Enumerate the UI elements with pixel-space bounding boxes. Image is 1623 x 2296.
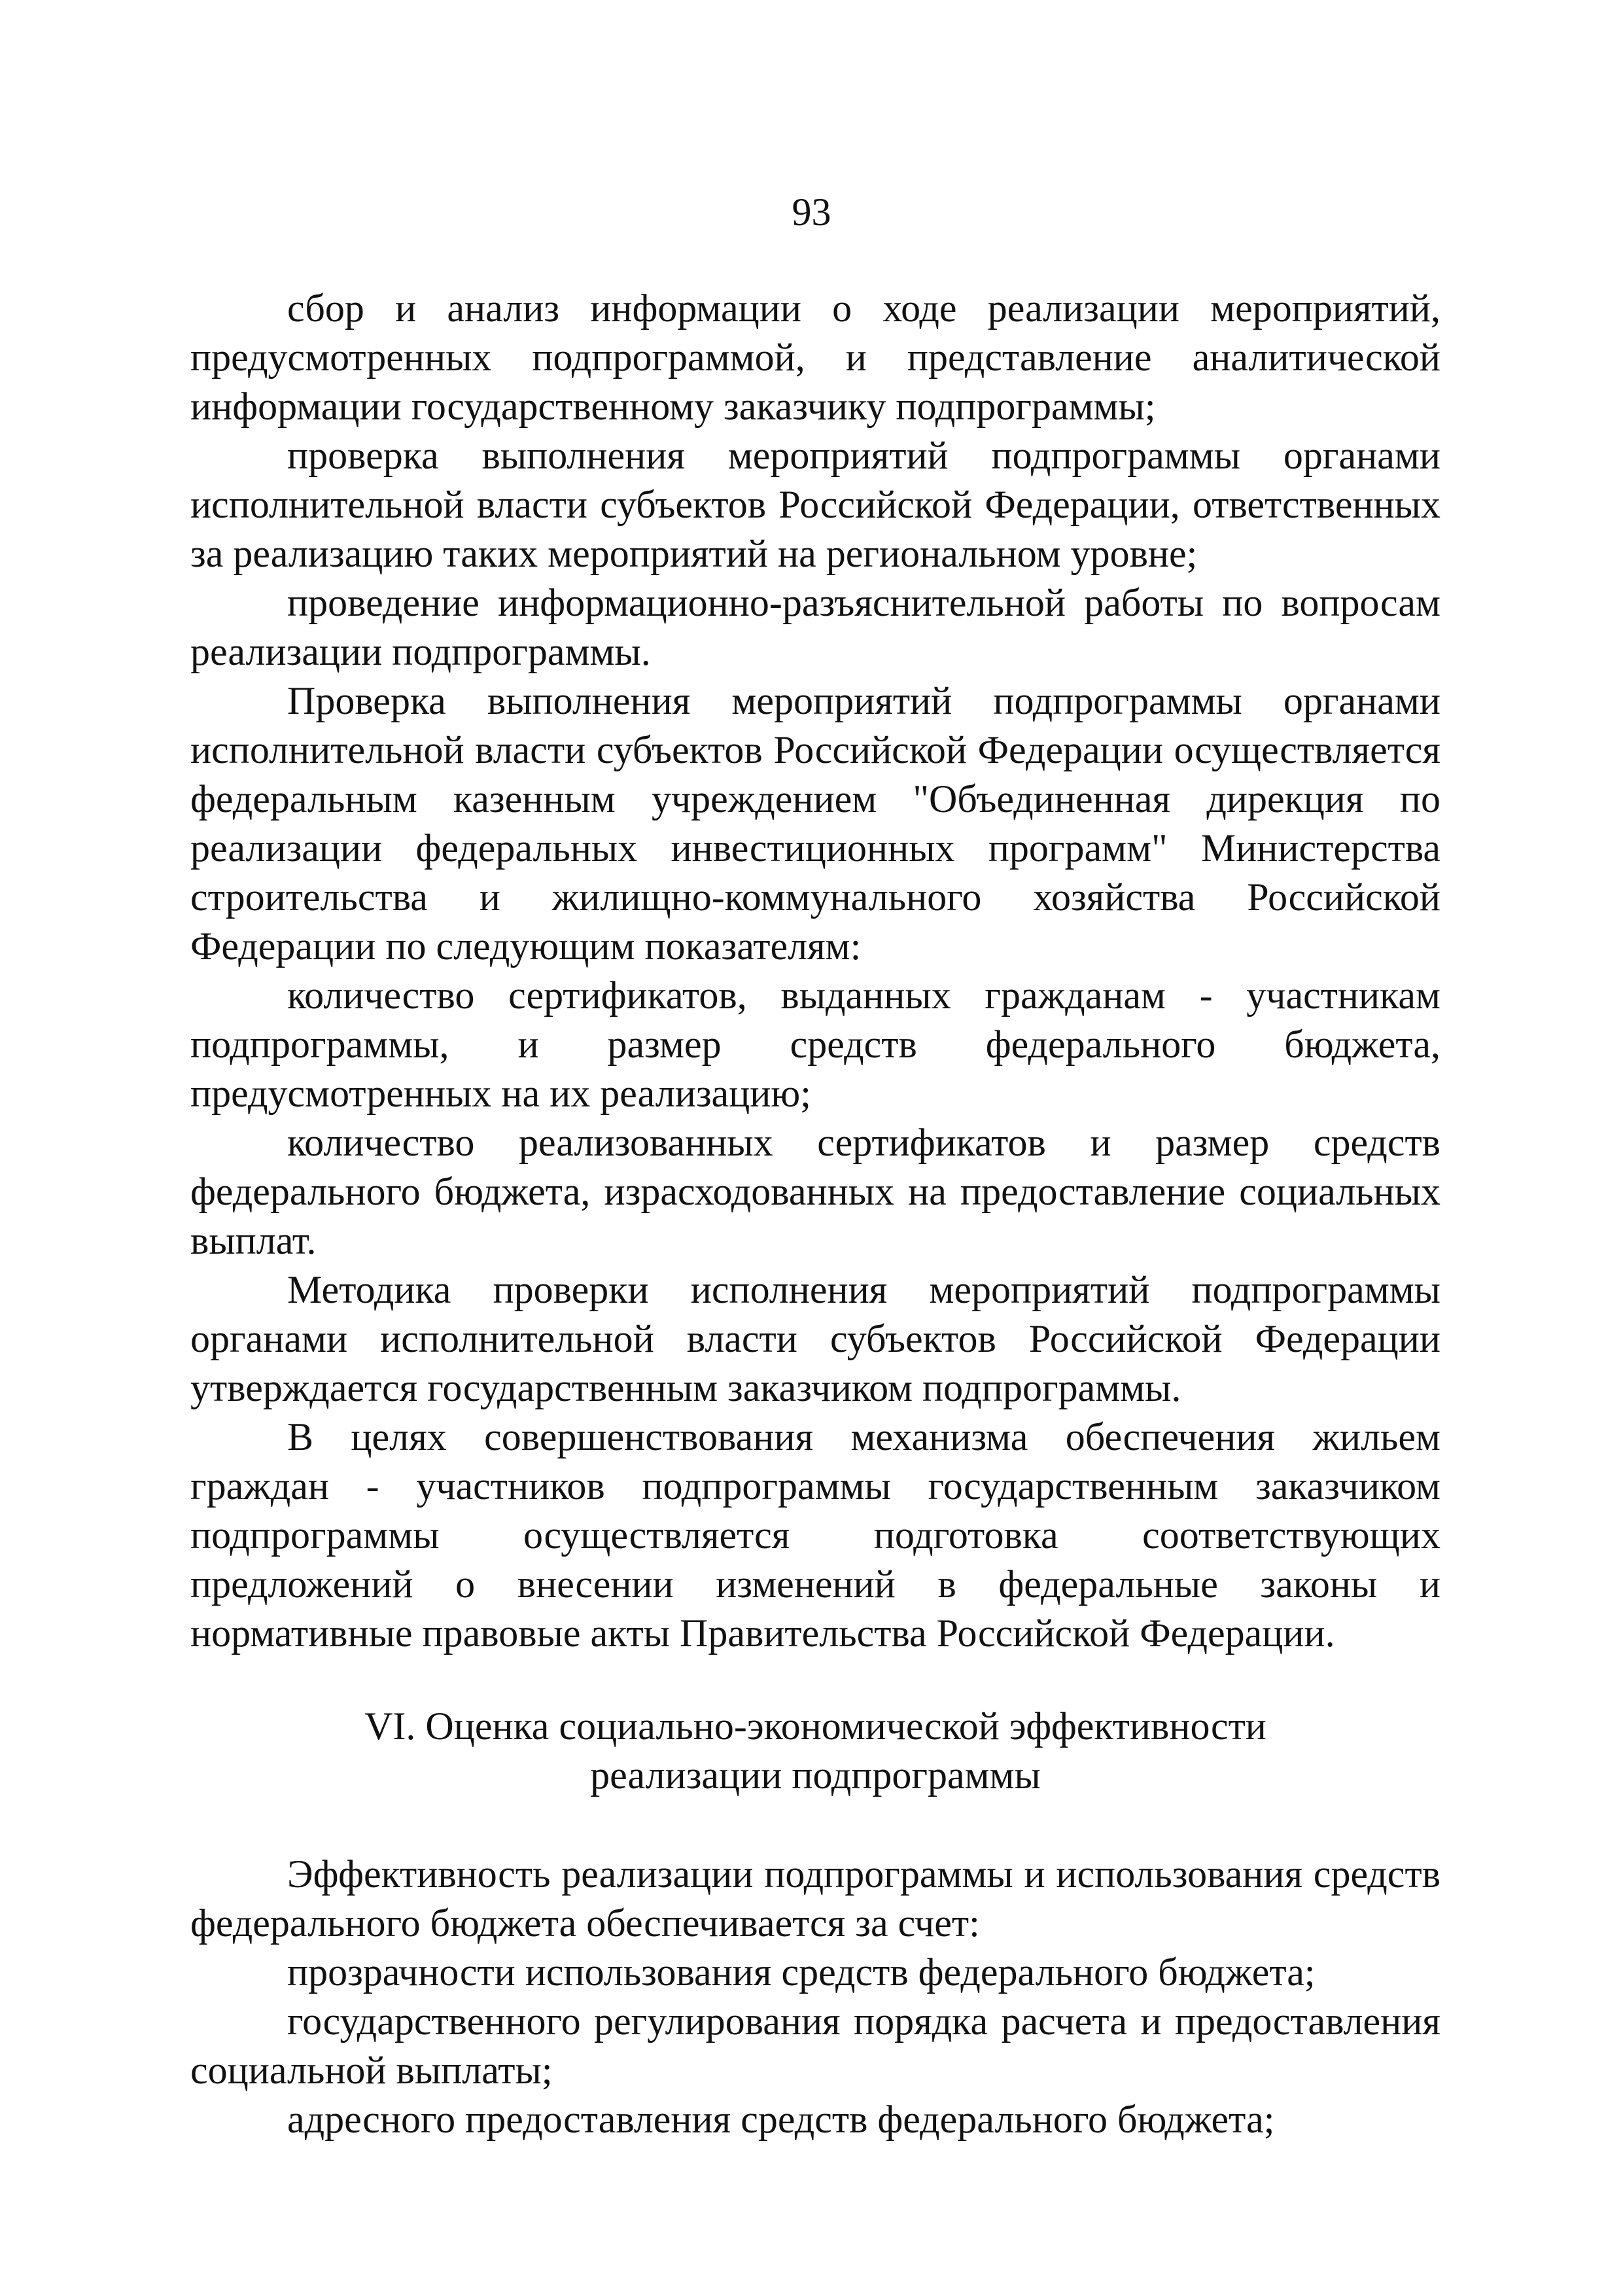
paragraph: проведение информационно-разъяснительной работы по вопросам реализации подпрограммы. <box>190 581 1440 673</box>
paragraph: Проверка выполнения мероприятий подпрограммы органами исполнительной власти субъектов Российской Федерации осуществляется федеральным казенным учреждением "Объединенная дирекция по реализации федеральных инвестиционных программ" Министерства строительства и жилищно-коммунального хозяйства Российской Федерации по следующим показателям: <box>190 679 1440 968</box>
paragraph: В целях совершенствования механизма обеспечения жильем граждан - участников подпрограммы государственным заказчиком подпрограммы осуществляется подготовка соответствующих предложений о внесении изменений в федеральные законы и нормативные правовые акты Правительства Российской Федерации. <box>190 1415 1440 1655</box>
paragraph: Методика проверки исполнения мероприятий подпрограммы органами исполнительной власти субъектов Российской Федерации утверждается государственным заказчиком подпрограммы. <box>190 1268 1440 1409</box>
page-number: 93 <box>792 190 831 234</box>
section-heading-line-1: VI. Оценка социально-экономической эффективности <box>364 1704 1266 1748</box>
document-body <box>190 284 1440 2144</box>
paragraph: прозрачности использования средств федерального бюджета; <box>287 1951 1316 1994</box>
paragraph: Эффективность реализации подпрограммы и использования средств федерального бюджета обеспечивается за счет: <box>190 1852 1440 1945</box>
paragraph: проверка выполнения мероприятий подпрограммы органами исполнительной власти субъектов Российской Федерации, ответственных за реализацию таких мероприятий на региональном уровне; <box>190 434 1440 575</box>
paragraph: государственного регулирования порядка расчета и предоставления социальной выплаты; <box>190 2000 1440 2092</box>
section-heading-line-2: реализации подпрограммы <box>590 1754 1041 1797</box>
paragraph: количество реализованных сертификатов и размер средств федерального бюджета, израсходованных на предоставление социальных выплат. <box>190 1121 1440 1262</box>
section-heading <box>190 1702 1440 1800</box>
paragraph: сбор и анализ информации о ходе реализации мероприятий, предусмотренных подпрограммой, и представление аналитической информации государственному заказчику подпрограммы; <box>190 287 1440 428</box>
paragraph: адресного предоставления средств федерального бюджета; <box>287 2098 1275 2141</box>
paragraph: количество сертификатов, выданных гражданам - участникам подпрограммы, и размер средств федерального бюджета, предусмотренных на их реализацию; <box>190 974 1440 1115</box>
